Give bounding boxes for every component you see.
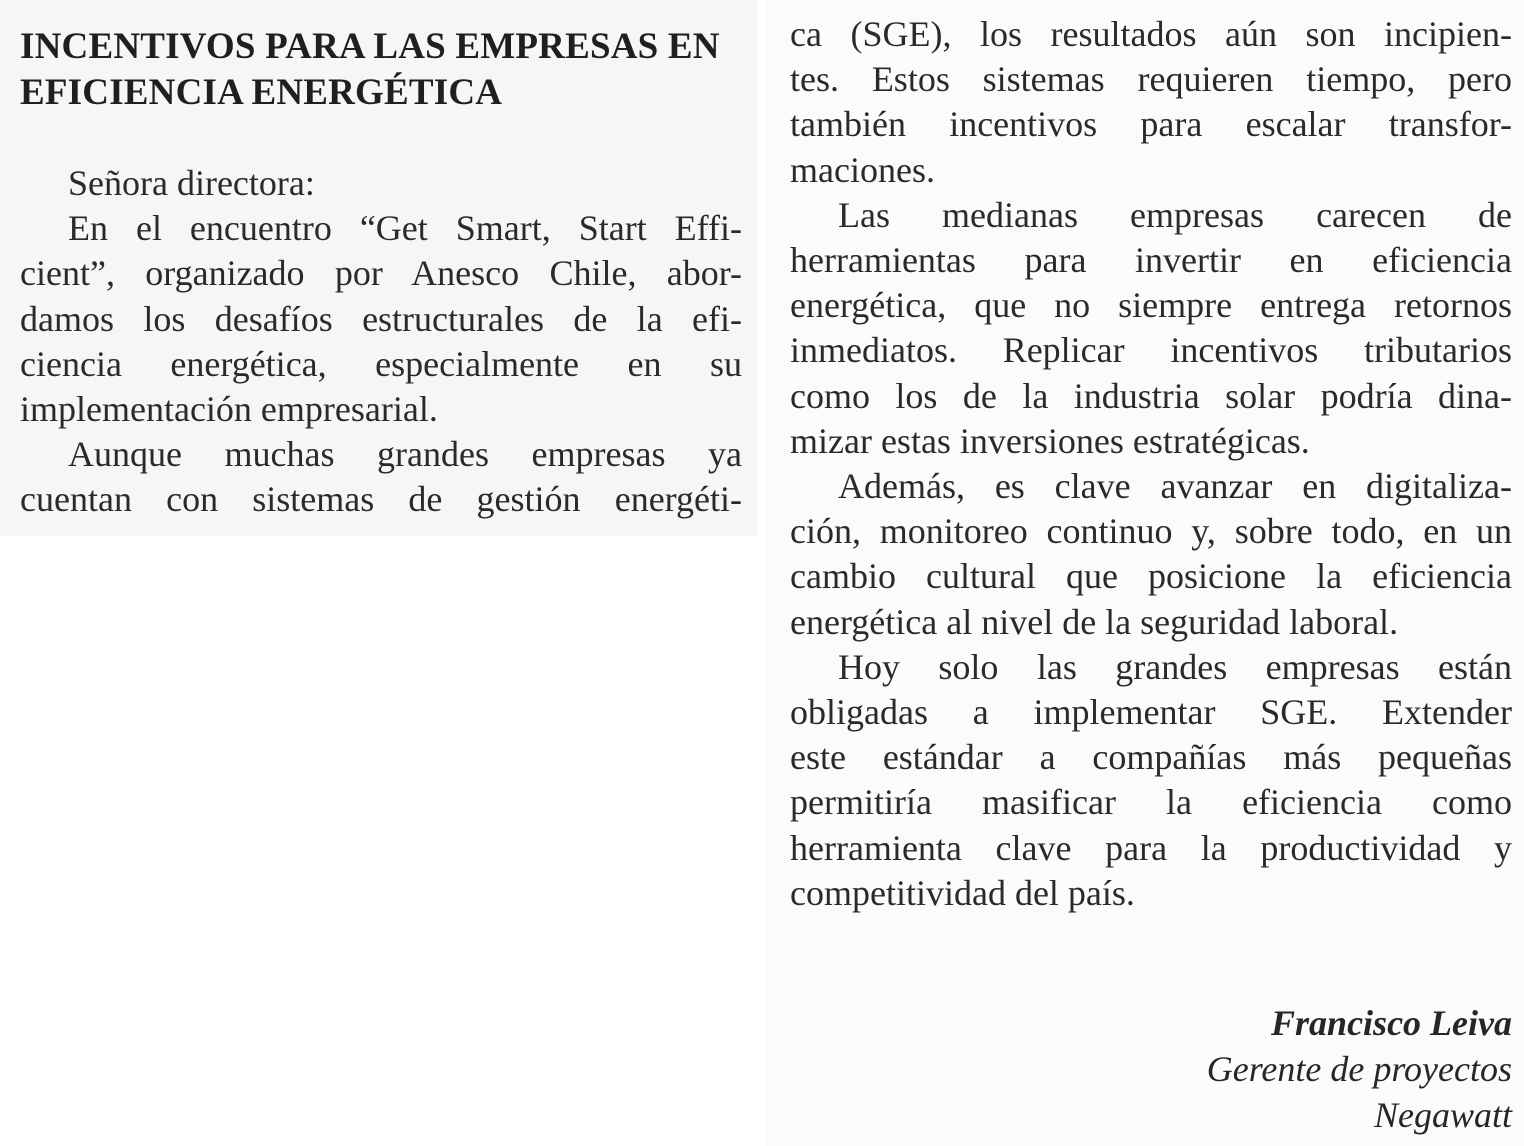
paragraph-line: cuentan con sistemas de gestión energéti- bbox=[20, 479, 742, 520]
paragraph-line: este estándar a compañías más pequeñas bbox=[790, 737, 1512, 778]
paragraph-line: implementación empresarial. bbox=[20, 389, 438, 430]
paragraph-line: como los de la industria solar podría dina- bbox=[790, 375, 1512, 416]
paragraph-line: damos los desafíos estructurales de la efi- bbox=[20, 298, 742, 339]
author-role: Gerente de proyectos bbox=[1206, 1049, 1512, 1089]
paragraph-line: obligadas a implementar SGE. Extender bbox=[790, 692, 1512, 733]
paragraph-line: Las medianas empresas carecen de bbox=[838, 194, 1512, 235]
paragraph-line: Hoy solo las grandes empresas están bbox=[838, 646, 1512, 687]
paragraph-line: energética, que no siempre entrega retornos bbox=[790, 285, 1512, 326]
author-name: Francisco Leiva bbox=[1271, 1003, 1512, 1043]
paragraph-line: herramientas para invertir en eficiencia bbox=[790, 240, 1512, 281]
paragraph-line: Aunque muchas grandes empresas ya bbox=[68, 434, 742, 475]
paragraph-line: inmediatos. Replicar incentivos tributarios bbox=[790, 330, 1512, 371]
paragraph-line: permitiría masificar la eficiencia como bbox=[790, 782, 1512, 823]
author-company: Negawatt bbox=[1373, 1095, 1512, 1135]
paragraph-line: competitividad del país. bbox=[790, 872, 1135, 913]
paragraph-line: mizar estas inversiones estratégicas. bbox=[790, 420, 1310, 461]
headline-line: INCENTIVOS PARA LAS EMPRESAS EN bbox=[20, 26, 720, 67]
paragraph-line: cient”, organizado por Anesco Chile, abor- bbox=[20, 253, 742, 294]
right-column-text bbox=[790, 12, 1512, 916]
paragraph-line: ción, monitoreo continuo y, sobre todo, en un bbox=[790, 511, 1512, 552]
headline-line: EFICIENCIA ENERGÉTICA bbox=[20, 72, 503, 113]
paragraph-line: Además, es clave avanzar en digitaliza- bbox=[838, 466, 1512, 507]
letter-headline bbox=[20, 24, 748, 116]
paragraph-line: también incentivos para escalar transfor- bbox=[790, 104, 1512, 145]
signature-block bbox=[1207, 1000, 1512, 1138]
paragraph-line: ca (SGE), los resultados aún son incipien- bbox=[790, 14, 1512, 54]
paragraph-line: cambio cultural que posicione la eficiencia bbox=[790, 556, 1512, 597]
paragraph-line: energética al nivel de la seguridad laboral. bbox=[790, 601, 1399, 642]
salutation: Señora directora: bbox=[68, 163, 315, 203]
paragraph-line: herramienta clave para la productividad y bbox=[790, 827, 1512, 868]
paragraph-line: tes. Estos sistemas requieren tiempo, pero bbox=[790, 59, 1512, 100]
paragraph-line: En el encuentro “Get Smart, Start Effi- bbox=[68, 208, 742, 249]
paragraph-line: ciencia energética, especialmente en su bbox=[20, 343, 742, 384]
paragraph-line: maciones. bbox=[790, 149, 935, 190]
left-column-text bbox=[20, 161, 742, 523]
